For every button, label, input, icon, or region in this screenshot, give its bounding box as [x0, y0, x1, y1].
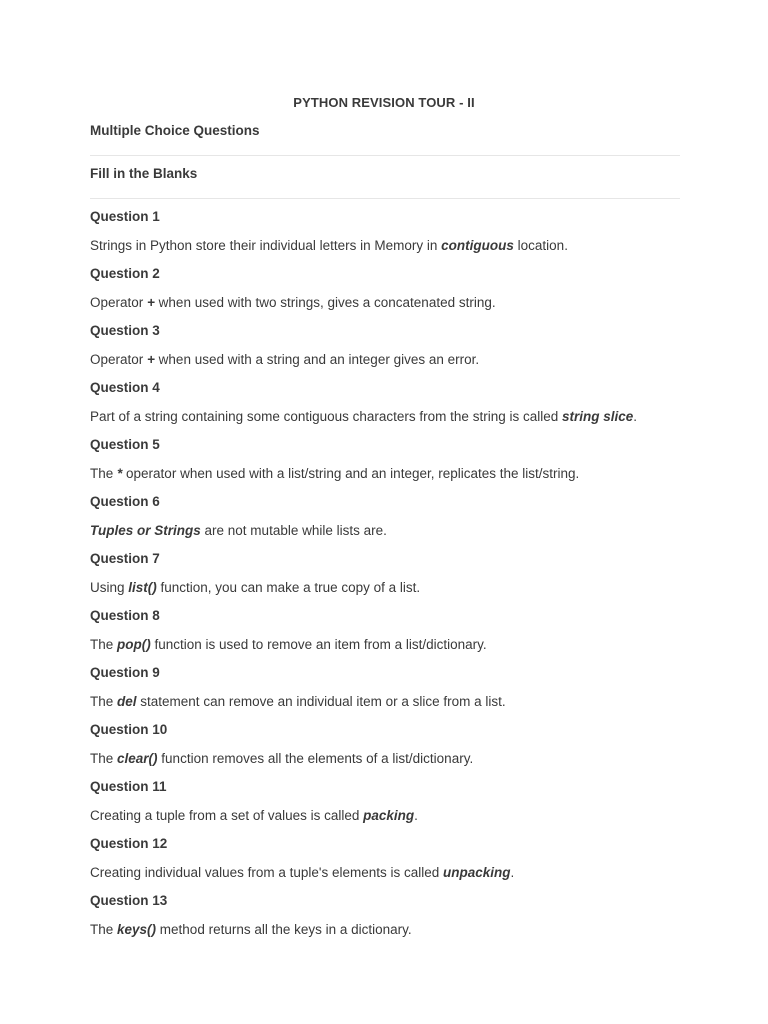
- answer-text-before: Operator: [90, 295, 148, 310]
- answer-text-before: The: [90, 694, 118, 709]
- answer-highlight: contiguous: [441, 238, 514, 253]
- question-item: [90, 892, 680, 949]
- divider: [90, 155, 680, 156]
- answer-highlight: pop(): [117, 637, 151, 652]
- question-item: [90, 664, 680, 721]
- question-item: [90, 322, 680, 379]
- section-heading-mcq: Multiple Choice Questions: [90, 123, 260, 138]
- answer-text-before: The: [90, 922, 118, 937]
- answer-text-before: Creating individual values from a tuple's elements is called: [90, 865, 444, 880]
- answer-text-after: statement can remove an individual item or a slice from a list.: [136, 694, 506, 709]
- question-item: [90, 208, 680, 265]
- question-answer: [90, 237, 680, 265]
- answer-text-before: Using: [90, 580, 129, 595]
- answer-highlight: del: [117, 694, 137, 709]
- question-answer: [90, 579, 680, 607]
- question-answer: [90, 807, 680, 835]
- answer-text-after: .: [510, 865, 515, 880]
- answer-text-before: Operator: [90, 352, 148, 367]
- answer-text-after: operator when used with a list/string and an integer, replicates the list/string.: [122, 466, 580, 481]
- question-item: [90, 721, 680, 778]
- answer-highlight: string slice: [561, 409, 634, 424]
- answer-text-after: .: [414, 808, 418, 823]
- answer-text-after: function removes all the elements of a list/dictionary.: [157, 751, 474, 766]
- document-title: PYTHON REVISION TOUR - II: [293, 95, 475, 110]
- answer-text-after: location.: [513, 238, 568, 253]
- question-item: [90, 436, 680, 493]
- question-title: Question 4: [90, 380, 160, 395]
- question-item: [90, 835, 680, 892]
- question-answer: [90, 750, 680, 778]
- question-answer: [90, 636, 680, 664]
- question-item: [90, 379, 680, 436]
- question-list: [90, 208, 680, 949]
- question-title: Question 10: [90, 722, 168, 737]
- question-title: Question 7: [90, 551, 160, 566]
- question-item: [90, 607, 680, 664]
- question-title: Question 8: [90, 608, 160, 623]
- question-item: [90, 778, 680, 835]
- question-answer: [90, 522, 680, 550]
- answer-text-before: Creating a tuple from a set of values is called: [90, 808, 364, 823]
- question-title: Question 11: [90, 779, 167, 794]
- answer-text-before: The: [90, 751, 118, 766]
- question-title: Question 12: [90, 836, 168, 851]
- question-answer: [90, 351, 680, 379]
- question-title: Question 9: [90, 665, 160, 680]
- section-heading-fill-blanks: Fill in the Blanks: [90, 166, 198, 181]
- divider: [90, 198, 680, 199]
- answer-text-after: .: [633, 409, 638, 424]
- question-answer: [90, 693, 680, 721]
- answer-highlight: keys(): [117, 922, 157, 937]
- answer-highlight: unpacking: [443, 865, 511, 880]
- answer-highlight: +: [147, 352, 155, 367]
- question-title: Question 13: [90, 893, 168, 908]
- question-item: [90, 493, 680, 550]
- question-answer: [90, 921, 680, 949]
- question-title: Question 3: [90, 323, 160, 338]
- answer-text-after: when used with a string and an integer gives an error.: [154, 352, 480, 367]
- question-answer: [90, 294, 680, 322]
- answer-text-after: function is used to remove an item from a list/dictionary.: [150, 637, 487, 652]
- question-answer: [90, 408, 680, 436]
- answer-text-before: The: [90, 466, 118, 481]
- answer-highlight: clear(): [117, 751, 158, 766]
- answer-text-after: method returns all the keys in a dictionary.: [156, 922, 412, 937]
- document-body: [90, 122, 680, 949]
- answer-highlight: +: [147, 295, 155, 310]
- question-answer: [90, 864, 680, 892]
- answer-text-after: are not mutable while lists are.: [200, 523, 387, 538]
- answer-highlight: *: [117, 466, 123, 481]
- answer-highlight: list(): [128, 580, 157, 595]
- question-title: Question 2: [90, 266, 160, 281]
- question-title: Question 5: [90, 437, 160, 452]
- question-title: Question 1: [90, 209, 160, 224]
- answer-text-before: Part of a string containing some contiguous characters from the string is called: [90, 409, 562, 424]
- answer-text-after: function, you can make a true copy of a list.: [156, 580, 421, 595]
- answer-highlight: Tuples or Strings: [90, 523, 201, 538]
- answer-text-before: The: [90, 637, 118, 652]
- question-answer: [90, 465, 680, 493]
- question-item: [90, 265, 680, 322]
- answer-text-before: Strings in Python store their individual letters in Memory in: [90, 238, 442, 253]
- answer-text-after: when used with two strings, gives a concatenated string.: [154, 295, 496, 310]
- question-title: Question 6: [90, 494, 160, 509]
- question-item: [90, 550, 680, 607]
- answer-highlight: packing: [363, 808, 415, 823]
